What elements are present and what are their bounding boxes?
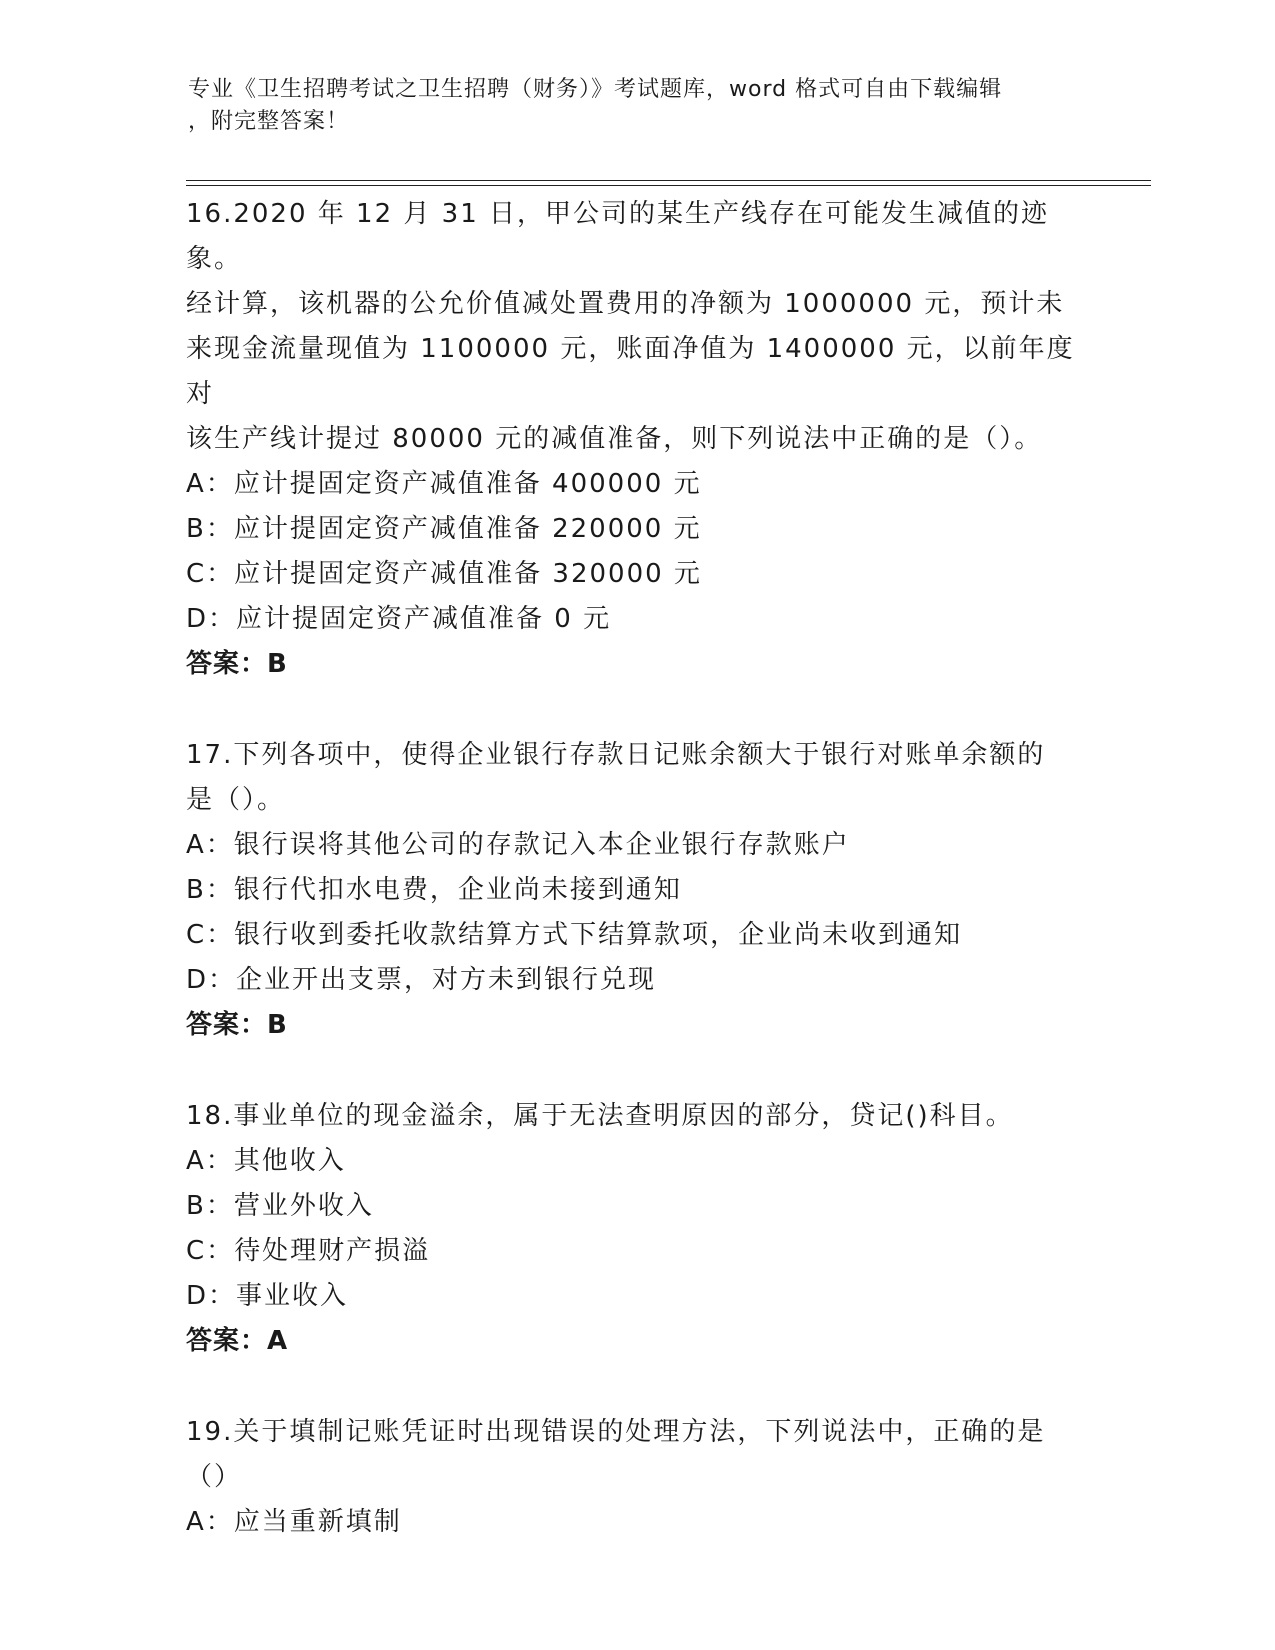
question-17 xyxy=(186,733,1086,1048)
document-header xyxy=(188,74,1088,138)
question-16 xyxy=(186,192,1086,687)
question-text-line: 17.下列各项中，使得企业银行存款日记账余额大于银行对账单余额的 xyxy=(186,740,1046,770)
question-19 xyxy=(186,1410,1086,1545)
option-c: C：应计提固定资产减值准备 320000 元 xyxy=(186,559,702,589)
question-text-line: 19.关于填制记账凭证时出现错误的处理方法，下列说法中，正确的是 xyxy=(186,1417,1046,1447)
header-line-1: 专业《卫生招聘考试之卫生招聘（财务）》考试题库，word 格式可自由下载编辑 xyxy=(188,77,1003,102)
option-c: C：待处理财产损溢 xyxy=(186,1236,431,1266)
question-18 xyxy=(186,1094,1086,1364)
question-text-line: 该生产线计提过 80000 元的减值准备，则下列说法中正确的是（）。 xyxy=(186,424,1043,454)
option-a: A：应计提固定资产减值准备 400000 元 xyxy=(186,469,702,499)
question-text-line: 是（）。 xyxy=(186,785,286,815)
option-b: B：营业外收入 xyxy=(186,1191,374,1221)
answer: 答案：A xyxy=(186,1326,289,1356)
header-divider-top xyxy=(186,180,1151,181)
option-b: B：银行代扣水电费，企业尚未接到通知 xyxy=(186,875,682,905)
header-divider-bottom xyxy=(186,185,1151,186)
option-a: A：其他收入 xyxy=(186,1146,346,1176)
option-c: C：银行收到委托收款结算方式下结算款项，企业尚未收到通知 xyxy=(186,920,963,950)
question-list xyxy=(186,192,1086,1545)
question-text-line: 16.2020 年 12 月 31 日，甲公司的某生产线存在可能发生减值的迹象。 xyxy=(186,199,1050,274)
header-line-2: ，附完整答案！ xyxy=(188,109,350,134)
option-d: D：事业收入 xyxy=(186,1281,349,1311)
option-a: A：应当重新填制 xyxy=(186,1507,402,1537)
option-b: B：应计提固定资产减值准备 220000 元 xyxy=(186,514,702,544)
answer: 答案：B xyxy=(186,1010,288,1040)
question-text-line: （） xyxy=(186,1462,243,1492)
question-text-line: 经计算，该机器的公允价值减处置费用的净额为 1000000 元，预计未 xyxy=(186,289,1065,319)
question-text-line: 18.事业单位的现金溢余，属于无法查明原因的部分，贷记()科目。 xyxy=(186,1101,1014,1131)
answer: 答案：B xyxy=(186,649,288,679)
question-text-line: 来现金流量现值为 1100000 元，账面净值为 1400000 元，以前年度对 xyxy=(186,334,1075,409)
option-d: D：应计提固定资产减值准备 0 元 xyxy=(186,604,612,634)
option-a: A：银行误将其他公司的存款记入本企业银行存款账户 xyxy=(186,830,850,860)
option-d: D：企业开出支票，对方未到银行兑现 xyxy=(186,965,657,995)
